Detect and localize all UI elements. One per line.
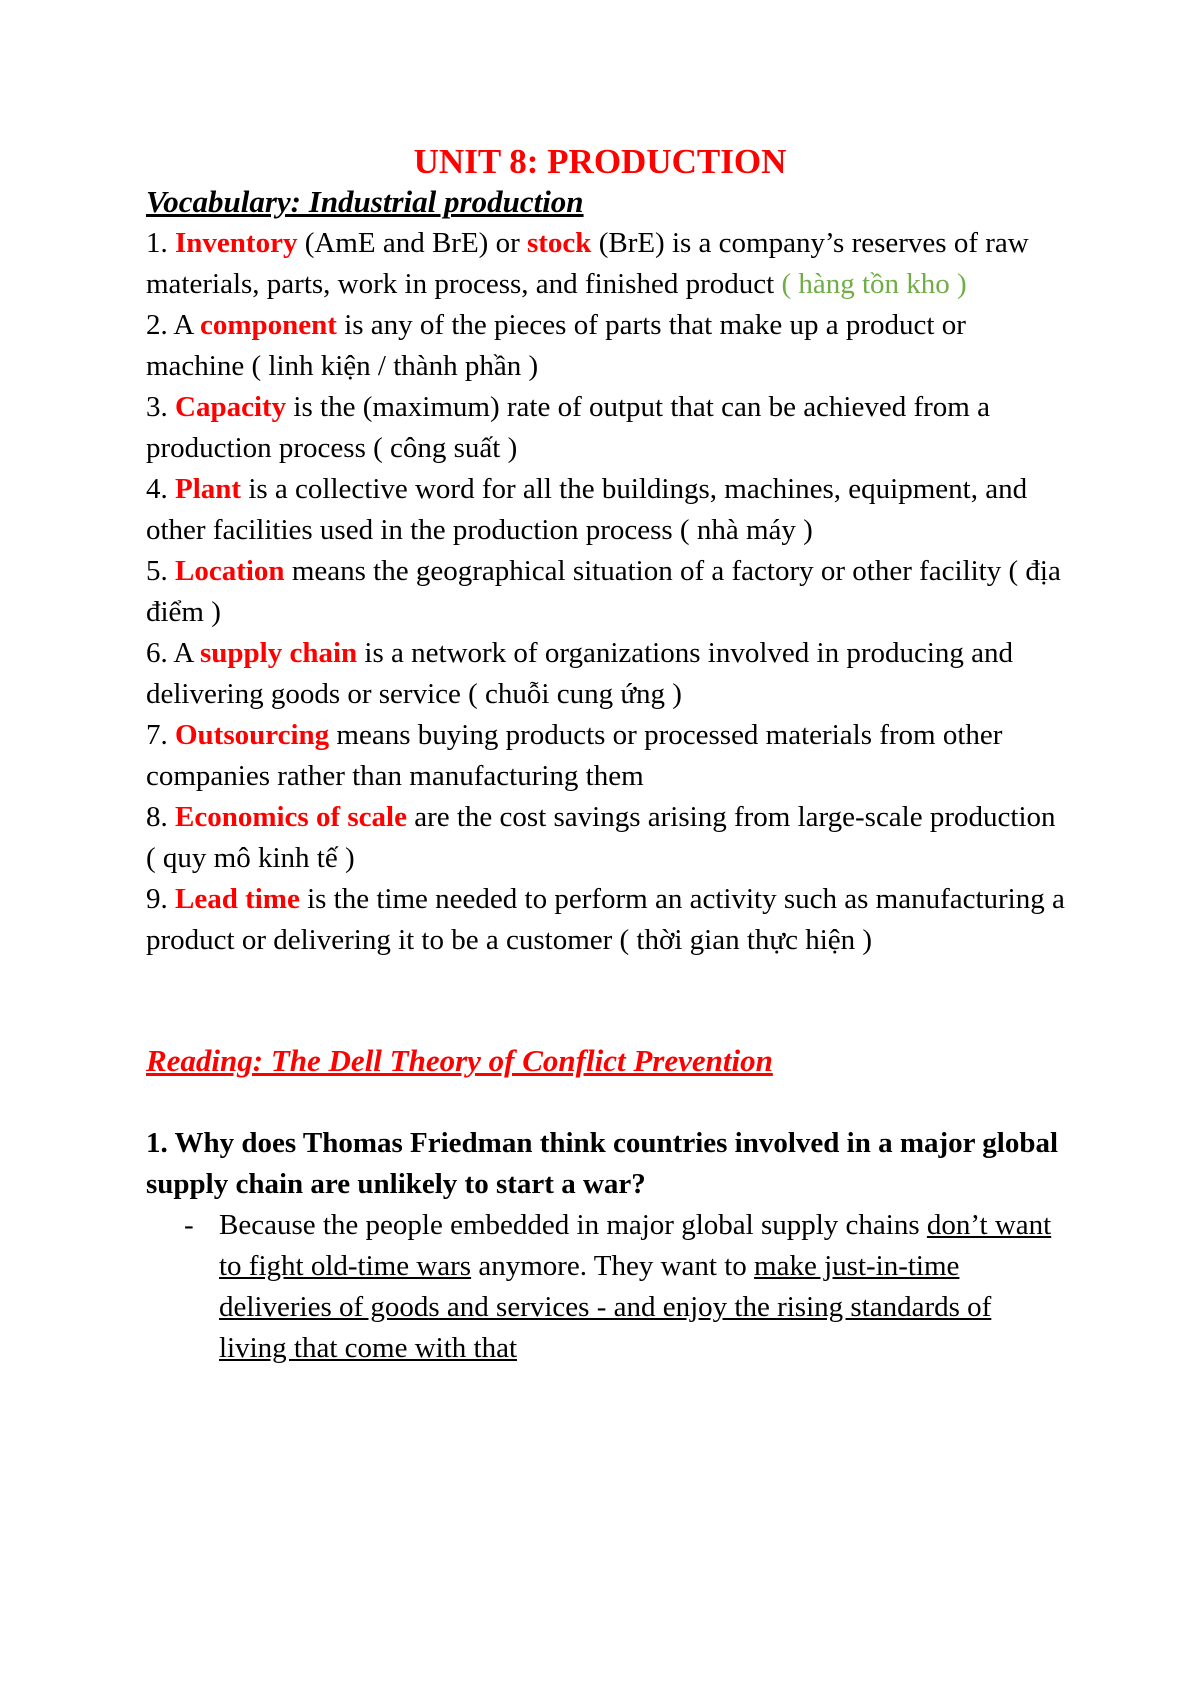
- vocab-number: 6. A: [146, 637, 200, 669]
- answer-text: Because the people embedded in major global supply chains: [219, 1209, 927, 1241]
- vocab-number: 5.: [146, 555, 175, 587]
- vocab-term: Lead time: [175, 883, 300, 915]
- vocab-term: Capacity: [175, 391, 287, 423]
- vocab-definition: is a network of organizations involved in producing and delivering goods or service ( chuỗi cung ứng ): [146, 637, 1014, 710]
- vocab-item-supply-chain: [146, 633, 1066, 715]
- bullet-dash: -: [184, 1209, 194, 1241]
- vocab-definition: is the (maximum) rate of output that can be achieved from a production process ( công suất ): [146, 391, 990, 464]
- question-1: 1. Why does Thomas Friedman think countries involved in a major global supply chain are unlikely to start a war?: [146, 1127, 1059, 1200]
- vocab-item-lead-time: [146, 879, 1066, 961]
- vocab-definition: (BrE) is a company’s reserves of raw materials, parts, work in process, and finished product: [146, 227, 1029, 300]
- document-body: [146, 181, 1066, 1369]
- vocab-definition: means buying products or processed materials from other companies rather than manufacturing them: [146, 719, 1003, 792]
- vocab-term-alt: stock: [526, 227, 592, 259]
- vocab-number: 9.: [146, 883, 175, 915]
- vocab-definition: is the time needed to perform an activity such as manufacturing a product or delivering it to be a customer ( thời gian thực hiện ): [146, 883, 1065, 956]
- vocab-item-economics-of-scale: [146, 797, 1066, 879]
- vocab-definition: is a collective word for all the buildings, machines, equipment, and other facilities used in the production process ( nhà máy ): [146, 473, 1028, 546]
- page-title: UNIT 8: PRODUCTION: [413, 142, 787, 181]
- vocab-item-location: [146, 551, 1066, 633]
- vocab-definition: is any of the pieces of parts that make up a product or machine ( linh kiện / thành phần ): [146, 309, 966, 382]
- vocab-definition: are the cost savings arising from large-scale production ( quy mô kinh tế ): [146, 801, 1056, 874]
- vocab-term: Outsourcing: [175, 719, 330, 751]
- vocab-connector: (AmE and BrE) or: [297, 227, 527, 259]
- vocabulary-heading: Vocabulary: Industrial production: [146, 184, 584, 219]
- vocab-number: 3.: [146, 391, 175, 423]
- vocab-term: Plant: [175, 473, 242, 505]
- vocab-definition: means the geographical situation of a factory or other facility ( địa điểm ): [146, 555, 1061, 628]
- vocab-item-inventory: [146, 223, 1066, 305]
- vocab-translation: ( hàng tồn kho ): [781, 268, 967, 300]
- vocab-number: 4.: [146, 473, 175, 505]
- vocab-item-component: [146, 305, 1066, 387]
- vocab-term: Inventory: [175, 227, 298, 259]
- vocab-item-outsourcing: [146, 715, 1066, 797]
- reading-heading: Reading: The Dell Theory of Conflict Prevention: [146, 1043, 773, 1078]
- vocab-item-plant: [146, 469, 1066, 551]
- vocab-item-capacity: [146, 387, 1066, 469]
- vocab-number: 8.: [146, 801, 175, 833]
- vocabulary-list: [146, 223, 1066, 961]
- answer-underlined-phrase: make just-in-time deliveries of goods and services - and enjoy the rising standards of living that come with that: [219, 1250, 992, 1364]
- answer-1: [146, 1205, 1066, 1369]
- vocab-term: supply chain: [200, 637, 358, 669]
- answer-underlined-phrase: don’t want to fight old-time wars: [219, 1209, 1052, 1282]
- vocab-term: Economics of scale: [175, 801, 407, 833]
- vocab-number: 1.: [146, 227, 175, 259]
- vocab-term: Location: [175, 555, 285, 587]
- vocab-term: component: [200, 309, 337, 341]
- vocab-number: 2. A: [146, 309, 200, 341]
- answer-text: anymore. They want to: [471, 1250, 755, 1282]
- vocab-number: 7.: [146, 719, 175, 751]
